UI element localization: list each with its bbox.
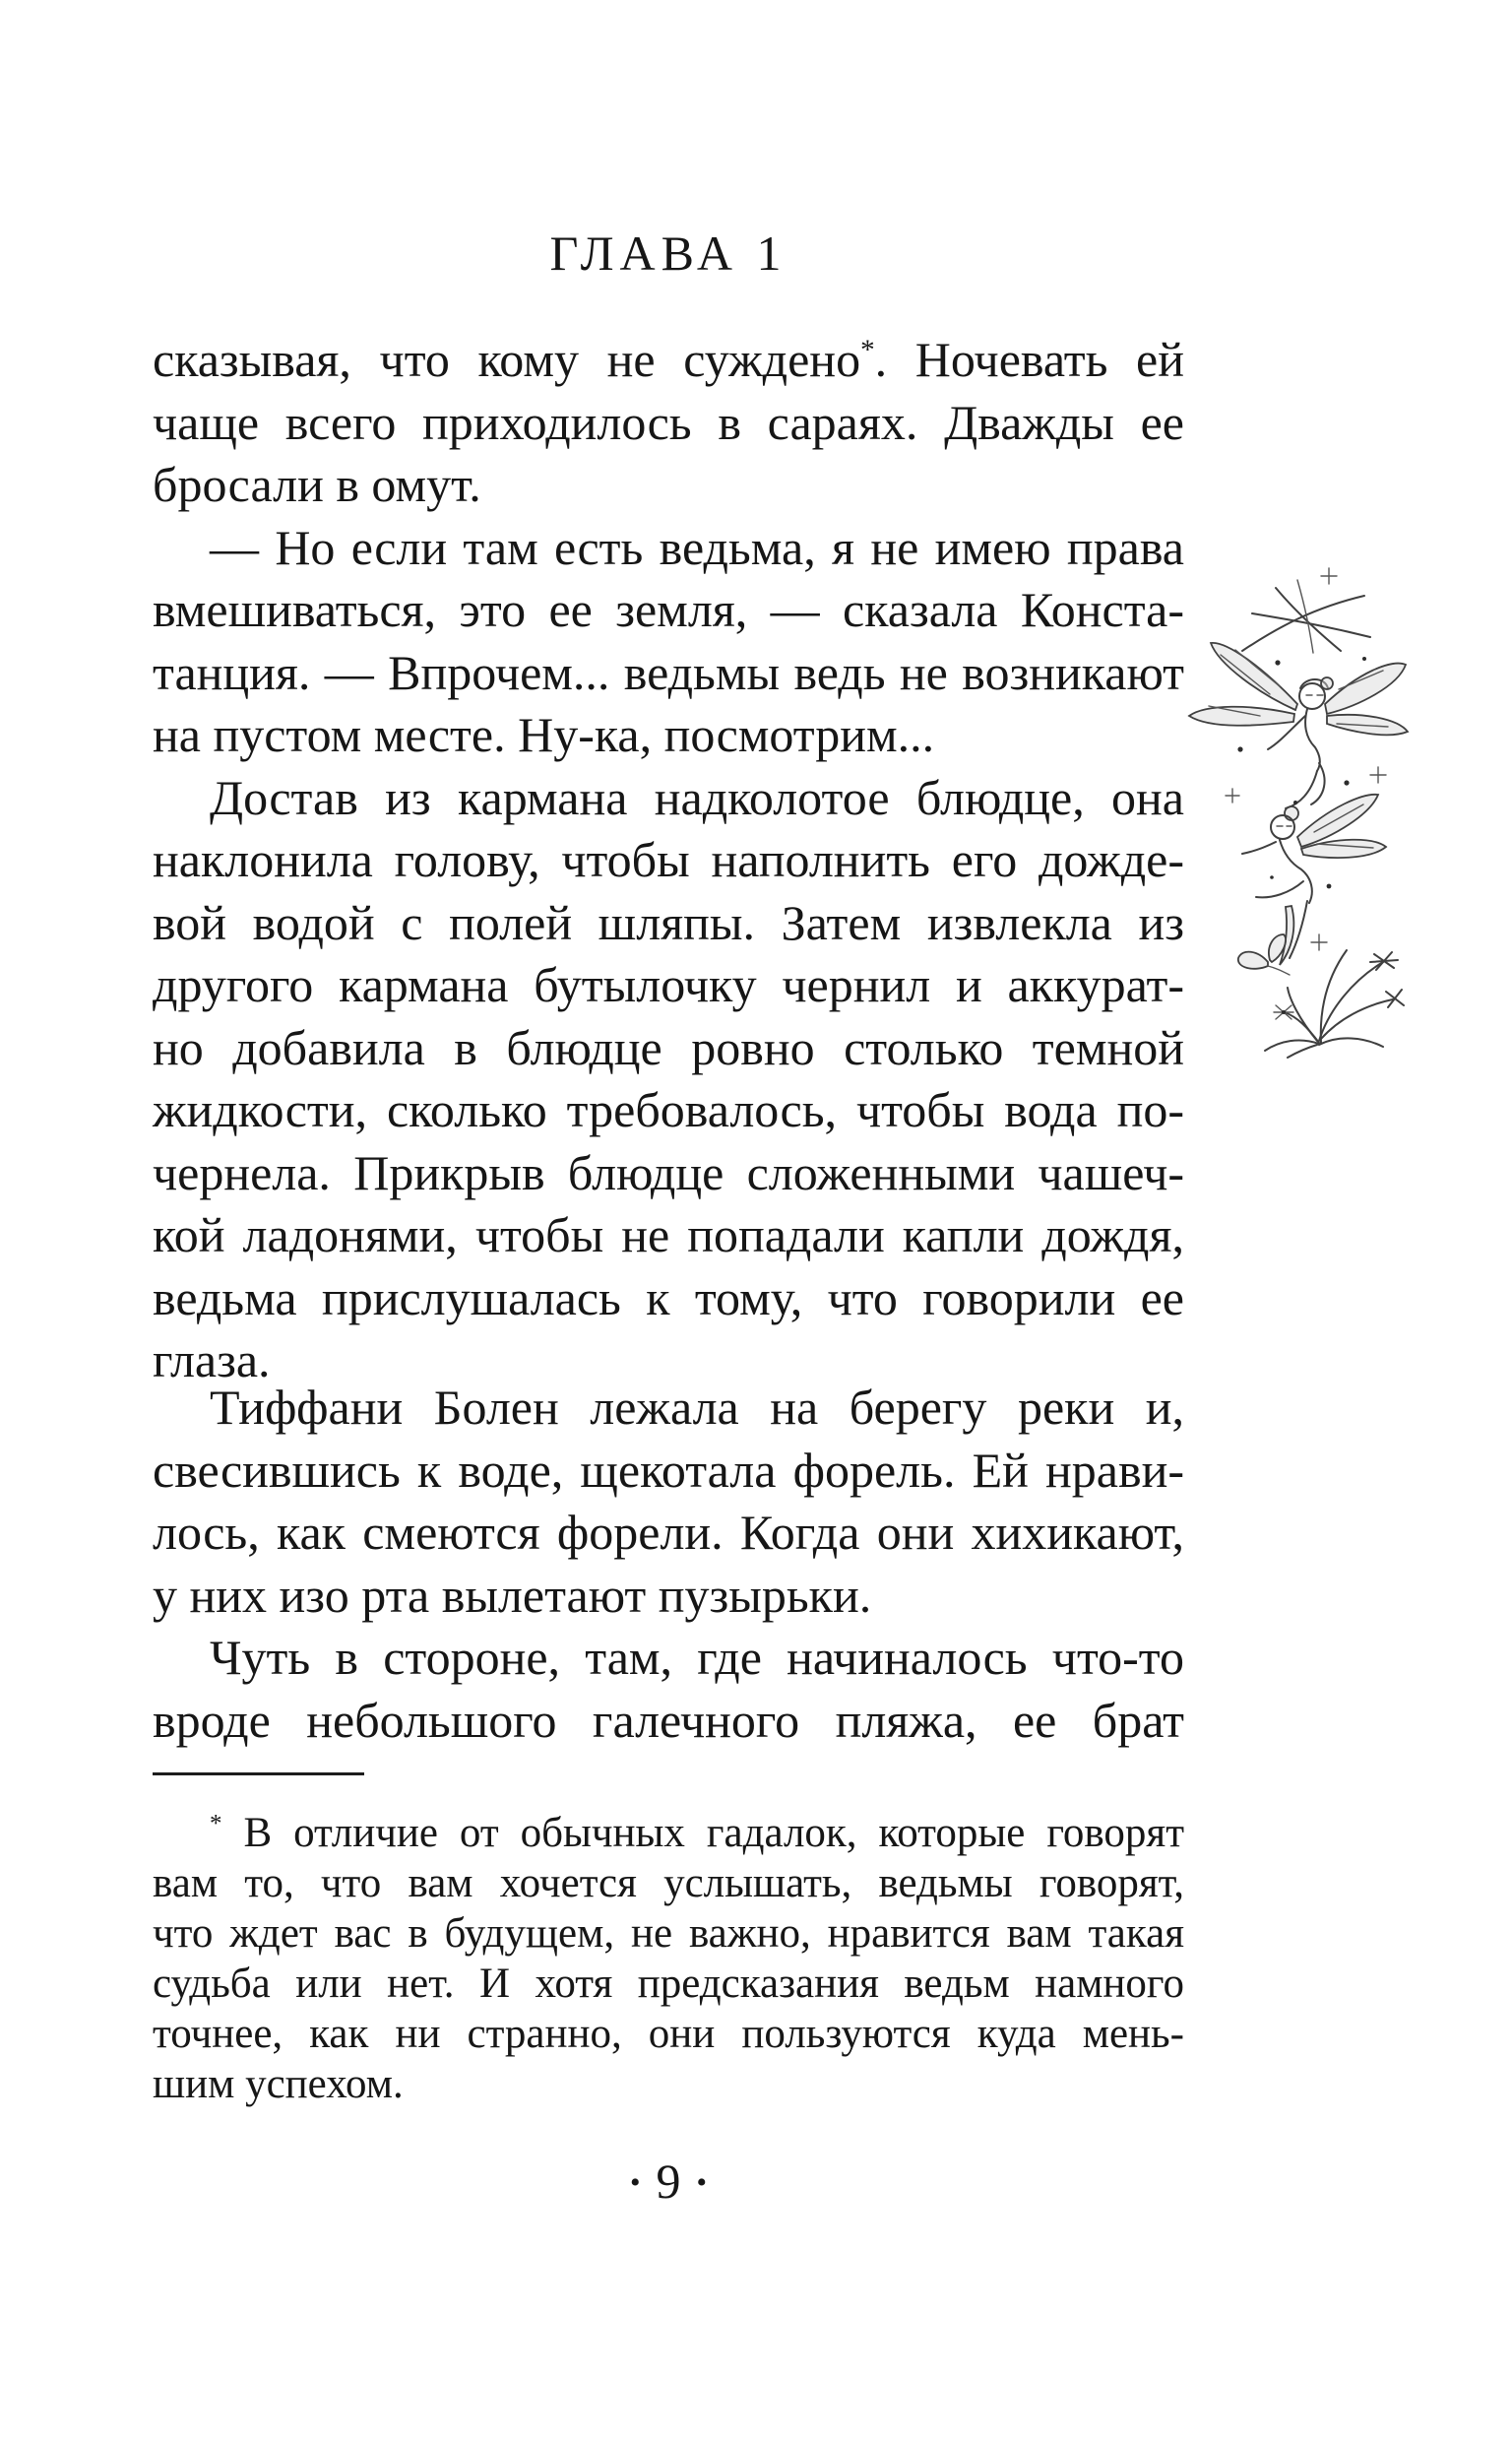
- page-number-left-dot: •: [629, 2166, 641, 2199]
- text-line: * В отличие от обычных гадалок, которые говорят: [210, 1810, 1184, 1856]
- text-line: но добавила в блюдце ровно столько темной: [153, 1019, 1184, 1075]
- text-line: сказывая, что кому не суждено*. Ночевать ей: [153, 332, 1184, 387]
- footnote-separator: [153, 1772, 364, 1775]
- text-line: танция. — Впрочем... ведьмы ведь не возникают: [153, 644, 1184, 700]
- text-line: ведьма прислушалась к тому, что говорили ее: [153, 1269, 1184, 1325]
- text-line: жидкости, сколько требовалось, чтобы вода по-: [153, 1082, 1184, 1137]
- text-line: кой ладонями, чтобы не попадали капли дождя,: [153, 1207, 1184, 1262]
- text-line: другого кармана бутылочку чернил и аккурат-: [153, 957, 1184, 1012]
- chapter-title: ГЛАВА 1: [549, 225, 788, 281]
- body-text-block-2: [153, 1377, 1184, 1752]
- text-line: чернела. Прикрыв блюдце сложенными чашеч-: [153, 1144, 1184, 1200]
- text-line: вроде небольшого галечного пляжа, ее брат: [153, 1692, 1184, 1748]
- footnote-text-block: [153, 1808, 1184, 2109]
- text-line: чаще всего приходилось в сараях. Дважды ее: [153, 394, 1184, 450]
- text-line: что ждет вас в будущем, не важно, нравится вам такая: [153, 1910, 1184, 1957]
- text-line: вам то, что вам хочется услышать, ведьмы говорят,: [153, 1860, 1184, 1906]
- page-number: [153, 2153, 1184, 2212]
- text-line: шим успехом.: [153, 2061, 404, 2107]
- text-line: судьба или нет. И хотя предсказания ведьм намного: [153, 1961, 1184, 2007]
- text-line: точнее, как ни странно, они пользуются куда мень-: [153, 2011, 1184, 2057]
- text-line: Достав из кармана надколотое блюдце, она: [210, 769, 1184, 825]
- text-line: Чуть в стороне, там, где начиналось что-то: [210, 1630, 1184, 1685]
- text-line: Тиффани Болен лежала на берегу реки и,: [210, 1380, 1184, 1435]
- text-line: лось, как смеются форели. Когда они хихикают,: [153, 1505, 1184, 1560]
- text-line: бросали в омут.: [153, 457, 481, 512]
- text-line: вмешиваться, это ее земля, — сказала Конста-: [153, 582, 1184, 637]
- page-number-right-dot: •: [696, 2166, 708, 2199]
- text-line: — Но если там есть ведьма, я не имею права: [210, 519, 1184, 575]
- fairies-illustration: [1181, 556, 1418, 1059]
- text-line: вой водой с полей шляпы. Затем извлекла из: [153, 894, 1184, 950]
- text-line: свесившись к воде, щекотала форель. Ей нрави-: [153, 1442, 1184, 1498]
- text-line: глаза.: [153, 1332, 271, 1387]
- text-line: у них изо рта вылетают пузырьки.: [153, 1567, 872, 1623]
- page-number-value: 9: [656, 2154, 681, 2209]
- body-text-block-1: [153, 329, 1184, 1392]
- text-line: наклонила голову, чтобы наполнить его дожде-: [153, 832, 1184, 887]
- text-line: на пустом месте. Ну-ка, посмотрим...: [153, 707, 935, 762]
- fairies-and-flowers-sketch-icon: [1181, 556, 1418, 1059]
